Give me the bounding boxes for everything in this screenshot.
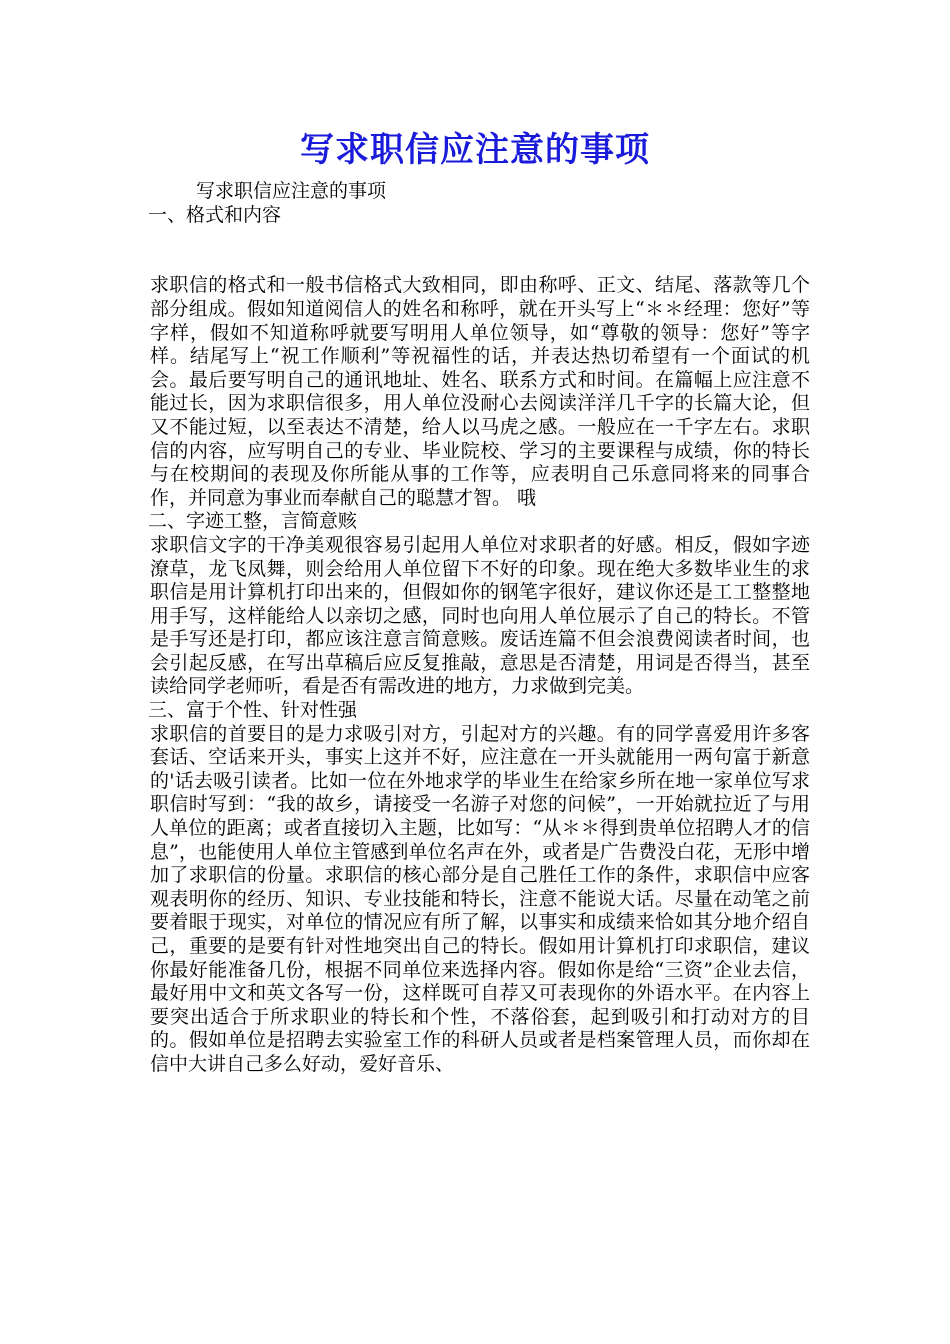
document-subtitle: 写求职信应注意的事项 <box>196 180 387 202</box>
section-paragraph-handwriting: 求职信文字的干净美观很容易引起用人单位对求职者的好感。相反，假如字迹潦草，龙飞凤舞，则会给用人单位留下不好的印象。现在绝大多数毕业生的求职信是用计算机打印出来的，但假如你的钢笔字很好，建议你还是工工整整地用手写，这样能给人以亲切之感，同时也向用人单位展示了自己的特长。不管是手写还是打印，都应该注意言简意赅。废话连篇不但会浪费阅读者时间，也会引起反感，在写出草稿后应反复推敲，意思是否清楚，用词是否得当，甚至读给同学老师听，看是否有需改进的地方，力求做到完美。 <box>150 533 810 698</box>
document-body <box>146 180 810 1077</box>
document-title: 写求职信应注意的事项 <box>300 130 650 170</box>
section-heading-format: 一、格式和内容 <box>148 203 282 226</box>
section-paragraph-format: 求职信的格式和一般书信格式大致相同，即由称呼、正文、结尾、落款等几个部分组成。假如知道阅信人的姓名和称呼，就在开头写上“＊＊经理：您好”等字样，假如不知道称呼就要写明用人单位领导，如“尊敬的领导：您好”等字样。结尾写上“祝工作顺利”等祝福性的话，并表达热切希望有一个面试的机会。最后要写明自己的通讯地址、姓名、联系方式和时间。在篇幅上应注意不能过长，因为求职信很多，用人单位没耐心去阅读洋洋几千字的长篇大论，但又不能过短，以至表达不清楚，给人以马虎之感。一般应在一千字左右。求职信的内容，应写明自己的专业、毕业院校、学习的主要课程与成绩，你的特长与在校期间的表现及你所能从事的工作等，应表明自己乐意同将来的同事合作，并同意为事业而奉献自己的聪慧才智。 哦 <box>150 274 810 509</box>
section-heading-handwriting: 二、字迹工整，言简意赅 <box>148 510 358 533</box>
blank-line <box>146 227 810 251</box>
section-heading-personality: 三、富于个性、针对性强 <box>148 699 358 722</box>
section-paragraph-personality: 求职信的首要目的是力求吸引对方，引起对方的兴趣。有的同学喜爱用许多客套话、空话来开头，事实上这并不好，应注意在一开头就能用一两句富于新意的'话去吸引读者。比如一位在外地求学的毕业生在给家乡所在地一家单位写求职信时写到：“我的故乡，请接受一名游子对您的问候”，一开始就拉近了与用人单位的距离；或者直接切入主题，比如写：“从＊＊得到贵单位招聘人才的信息”，也能使用人单位主管感到单位名声在外，或者是广告费没白花，无形中增加了求职信的份量。求职信的核心部分是自己胜任工作的条件，求职信中应客观表明你的经历、知识、专业技能和特长，注意不能说大话。尽量在动笔之前要着眼于现实，对单位的情况应有所了解，以事实和成绩来恰如其分地介绍自己，重要的是要有针对性地突出自己的特长。假如用计算机打印求职信，建议你最好能准备几份，根据不同单位来选择内容。假如你是给“三资”企业去信，最好用中文和英文各写一份，这样既可自荐又可表现你的外语水平。在内容上要突出适合于所求职业的特长和个性，不落俗套，起到吸引和打动对方的目的。假如单位是招聘去实验室工作的科研人员或者是档案管理人员，而你却在信中大讲自己多么好动，爱好音乐、 <box>150 722 810 1075</box>
blank-line <box>146 251 810 275</box>
